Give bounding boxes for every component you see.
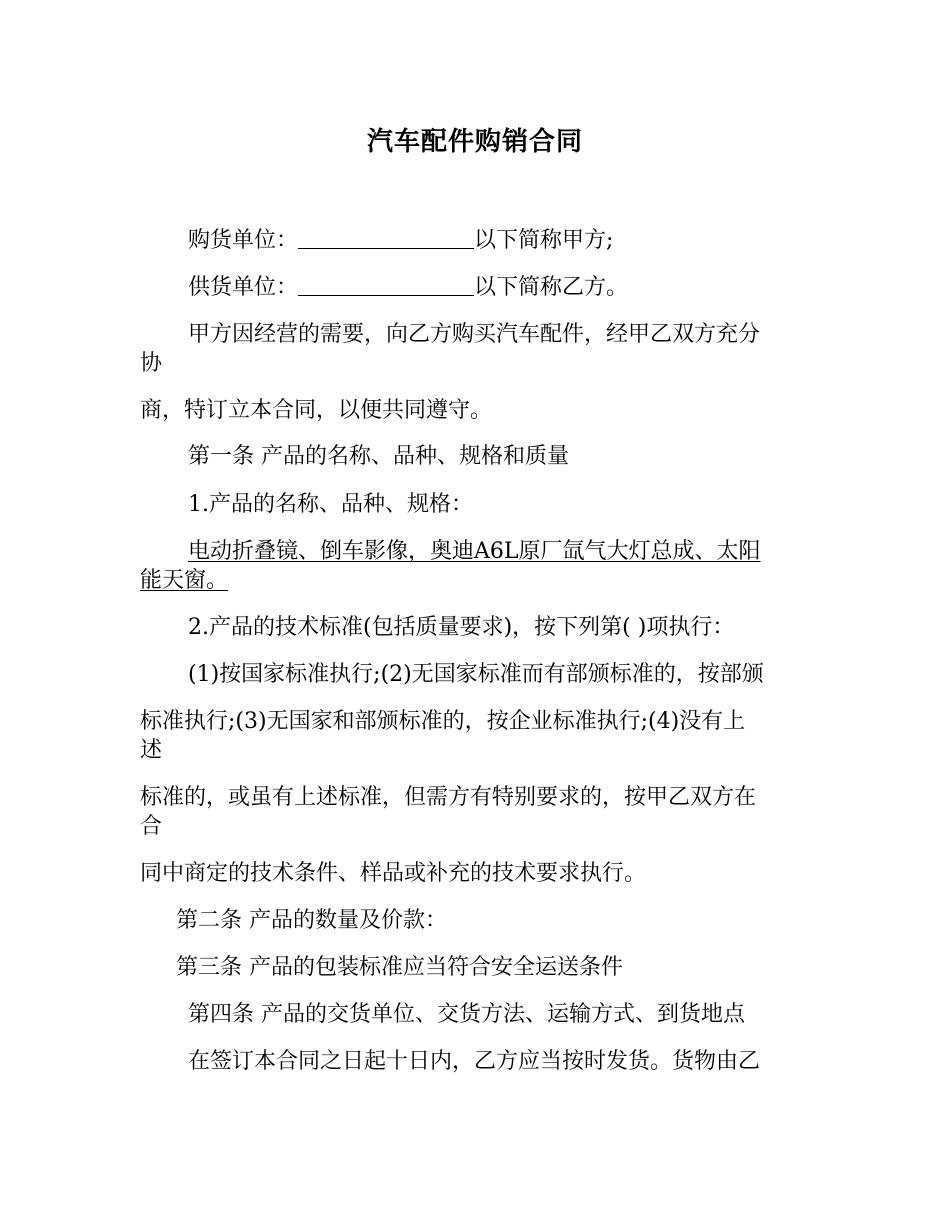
supplier-suffix: 以下简称乙方。 (474, 275, 629, 300)
article-2-heading: 第二条 产品的数量及价款： (176, 908, 447, 933)
buyer-label: 购货单位： (188, 228, 299, 253)
text-line: 标准的，或虽有上述标准，但需方有特别要求的，按甲乙双方在 (140, 785, 757, 810)
text-line: 在签订本合同之日起十日内，乙方应当按时发货。货物由乙 (188, 1049, 761, 1074)
supplier-line (188, 273, 628, 303)
supplier-blank-field[interactable] (298, 273, 474, 296)
product-list-line: 电动折叠镜、倒车影像，奥迪A6L原厂氙气大灯总成、太阳 (188, 539, 761, 564)
article-3-heading: 第三条 产品的包装标准应当符合安全运送条件 (176, 955, 623, 980)
buyer-line (188, 226, 613, 256)
buyer-suffix: 以下简称甲方; (474, 228, 614, 253)
supplier-label: 供货单位： (188, 275, 299, 300)
text-line: 合 (140, 814, 163, 839)
text-line: 协 (140, 351, 163, 376)
text-line: 商，特订立本合同，以便共同遵守。 (140, 398, 493, 423)
text-line: (1)按国家标准执行;(2)无国家标准而有部颁标准的，按部颁 (188, 662, 764, 687)
text-line: 标准执行;(3)无国家和部颁标准的，按企业标准执行;(4)没有上 (140, 709, 746, 734)
text-line: 述 (140, 738, 163, 763)
text-line: 甲方因经营的需要，向乙方购买汽车配件，经甲乙双方充分 (188, 322, 761, 347)
product-list-line: 能天窗。 (140, 568, 229, 593)
buyer-blank-field[interactable] (298, 226, 474, 249)
article-4-heading: 第四条 产品的交货单位、交货方法、运输方式、到货地点 (188, 1002, 745, 1027)
text-line: 同中商定的技术条件、样品或补充的技术要求执行。 (140, 861, 647, 886)
text-line: 2.产品的技术标准(包括质量要求)，按下列第( )项执行： (188, 615, 735, 640)
document-title: 汽车配件购销合同 (366, 127, 583, 157)
article-1-heading: 第一条 产品的名称、品种、规格和质量 (188, 444, 569, 469)
text-line: 1.产品的名称、品种、规格： (188, 492, 473, 517)
